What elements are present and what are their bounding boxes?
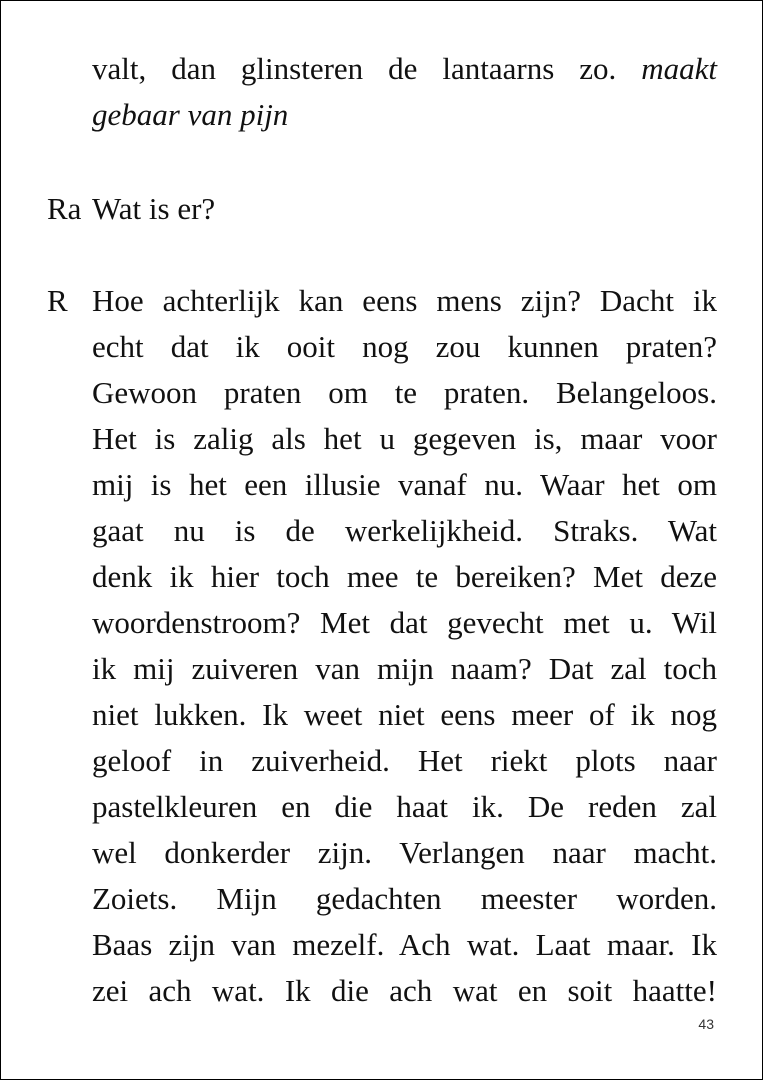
dialogue-line: Wat is er? [92, 191, 216, 226]
text-line-content: valt, dan glinsteren de lantaarns zo. [92, 51, 617, 86]
dialogue-line: Baas zijn van mezelf. Ach wat. Laat maar. Ik [92, 927, 717, 962]
page-number: 43 [698, 1016, 714, 1032]
dialogue-line: echt dat ik ooit nog zou kunnen praten? [92, 329, 717, 364]
speaker-label: Ra [47, 191, 82, 226]
dialogue-line: gaat nu is de werkelijkheid. Straks. Wat [92, 513, 717, 548]
dialogue-line: niet lukken. Ik weet niet eens meer of ik nog [92, 697, 717, 732]
dialogue-line: geloof in zuiverheid. Het riekt plots naar [92, 743, 717, 778]
dialogue-line: zei ach wat. Ik die ach wat en soit haatte! [92, 973, 717, 1008]
text-line [92, 46, 717, 92]
dialogue-line: Het is zalig als het u gegeven is, maar voor [92, 421, 717, 456]
dialogue-line: woordenstroom? Met dat gevecht met u. Wil [92, 605, 717, 640]
dialogue-line: ik mij zuiveren van mijn naam? Dat zal toch [92, 651, 717, 686]
dialogue-line: wel donkerder zijn. Verlangen naar macht. [92, 835, 717, 870]
dialogue-line: Zoiets. Mijn gedachten meester worden. [92, 881, 717, 916]
dialogue-line: mij is het een illusie vanaf nu. Waar het om [92, 467, 717, 502]
dialogue-line: pastelkleuren en die haat ik. De reden zal [92, 789, 717, 824]
stage-direction: maakt [641, 51, 718, 86]
dialogue-line: Gewoon praten om te praten. Belangeloos. [92, 375, 717, 410]
dialogue-line: denk ik hier toch mee te bereiken? Met deze [92, 559, 717, 594]
stage-direction-line: gebaar van pijn [92, 97, 289, 132]
speaker-label: R [47, 283, 68, 318]
dialogue-line: Hoe achterlijk kan eens mens zijn? Dacht ik [92, 283, 717, 318]
